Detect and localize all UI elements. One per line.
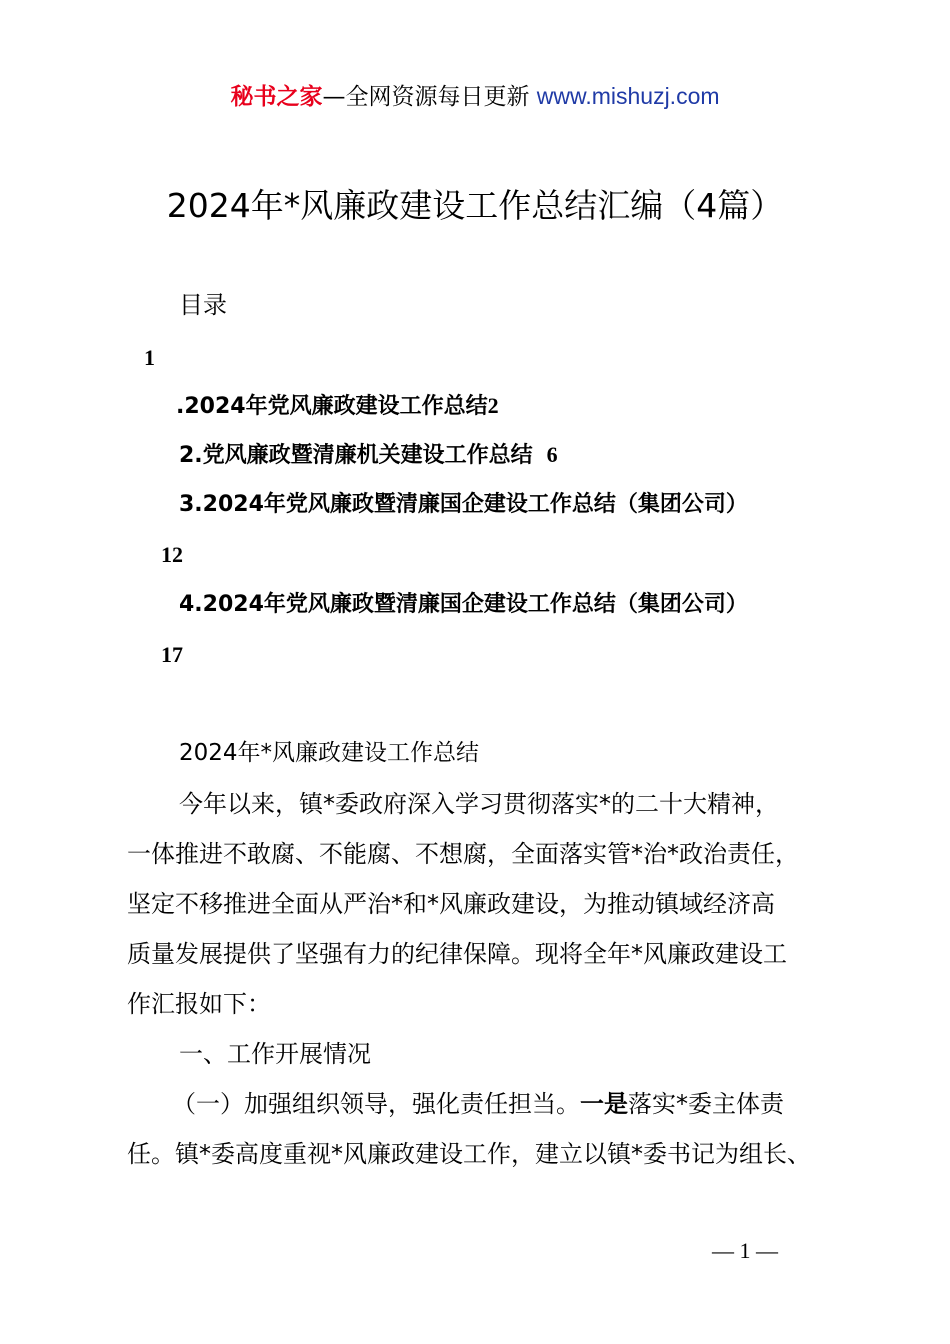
toc-entry-4-page[interactable]: 17 bbox=[161, 642, 183, 667]
header-tagline: —全网资源每日更新 bbox=[322, 84, 537, 110]
toc-entry-3[interactable]: 3.2024年党风廉政暨清廉国企建设工作总结（集团公司） bbox=[179, 492, 748, 517]
toc-entry-1[interactable] bbox=[176, 390, 499, 423]
toc-heading: 目录 bbox=[179, 291, 227, 319]
paragraph-line-3: 坚定不移推进全面从严治*和*风廉政建设，为推动镇域经济高 bbox=[127, 890, 775, 918]
paragraph-line-5: 作汇报如下： bbox=[127, 990, 271, 1018]
toc-entry-3-page[interactable]: 12 bbox=[161, 542, 183, 567]
heading-1: 一、工作开展情况 bbox=[179, 1040, 371, 1068]
site-header-banner bbox=[0, 80, 950, 113]
section-title: 2024年*风廉政建设工作总结 bbox=[179, 740, 480, 766]
page-number: — 1 — bbox=[712, 1238, 778, 1263]
toc-entry-2[interactable] bbox=[179, 439, 558, 472]
sub-heading-line bbox=[172, 1087, 784, 1121]
toc-entry-1-title: .2024年党风廉政建设工作总结 bbox=[176, 394, 488, 419]
toc-entry-2-title: 2.党风廉政暨清廉机关建设工作总结 bbox=[179, 443, 533, 468]
paragraph-line-2: 一体推进不敢腐、不能腐、不想腐，全面落实管*治*政治责任， bbox=[127, 840, 799, 868]
toc-entry-1-page: 2 bbox=[487, 393, 499, 418]
paragraph-last-line: 任。镇*委高度重视*风廉政建设工作，建立以镇*委书记为组长、 bbox=[127, 1140, 811, 1168]
toc-entry-4[interactable]: 4.2024年党风廉政暨清廉国企建设工作总结（集团公司） bbox=[179, 592, 748, 617]
site-url-link[interactable]: www.mishuzj.com bbox=[536, 83, 720, 109]
document-title: 2024年*风廉政建设工作总结汇编（4篇） bbox=[166, 186, 784, 225]
toc-entry-1-number[interactable]: 1 bbox=[144, 345, 155, 370]
sub-heading-bold: 一是 bbox=[580, 1090, 628, 1118]
brand-name: 秘书之家 bbox=[230, 84, 323, 110]
sub-heading-lead: （一）加强组织领导，强化责任担当。 bbox=[172, 1090, 580, 1118]
paragraph-line-1: 今年以来，镇*委政府深入学习贯彻落实*的二十大精神， bbox=[179, 790, 779, 818]
sub-heading-tail: 落实*委主体责 bbox=[628, 1090, 784, 1118]
toc-entry-2-page: 6 bbox=[546, 442, 558, 467]
paragraph-line-4: 质量发展提供了坚强有力的纪律保障。现将全年*风廉政建设工 bbox=[127, 940, 787, 968]
